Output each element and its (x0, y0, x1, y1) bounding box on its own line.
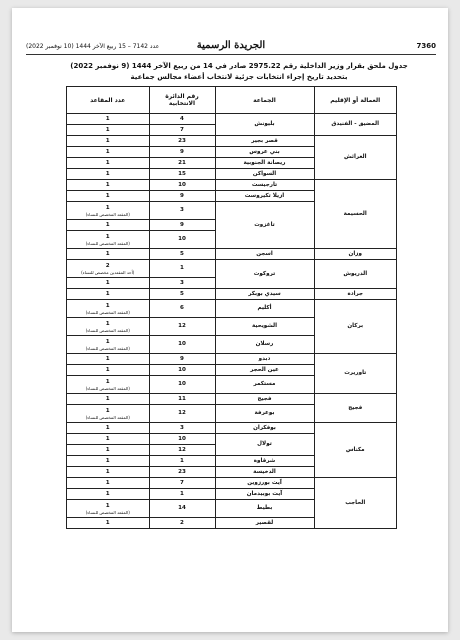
seats-value: 1 (105, 126, 110, 133)
commune-cell: سيدي بوبكر (215, 289, 314, 300)
prefecture-cell: العرائش (314, 136, 397, 180)
district-cell: 10 (149, 231, 215, 249)
caption-line-2: بتحديد تاريخ إجراء انتخابات جزئية لانتخاب أعضاء مجالس جماعية (130, 73, 348, 81)
seats-cell (67, 300, 150, 318)
table-row (67, 300, 397, 318)
seats-cell (67, 278, 150, 289)
seats-value: 1 (105, 457, 110, 464)
seats-value: 1 (105, 502, 110, 509)
commune-cell: تارجيست (215, 180, 314, 191)
commune-cell: لقصير (215, 518, 314, 529)
commune-cell: بوعرفة (215, 405, 314, 423)
commune-cell: ريصانة الجنوبية (215, 158, 314, 169)
seats-cell (67, 249, 150, 260)
seats-value: 1 (105, 302, 110, 309)
commune-cell: ازيلا تكيروست (215, 191, 314, 202)
commune-cell: دبدو (215, 354, 314, 365)
district-cell: 10 (149, 376, 215, 394)
district-cell: 5 (149, 249, 215, 260)
commune-cell: تاغزوت (215, 202, 314, 249)
seat-note: (المقعد المخصص للنساء) (85, 211, 130, 217)
table-row (67, 394, 397, 405)
seats-value: 1 (105, 192, 110, 199)
seats-cell (67, 467, 150, 478)
district-cell: 9 (149, 191, 215, 202)
seats-cell (67, 202, 150, 220)
seats-cell (67, 136, 150, 147)
seats-value: 1 (105, 290, 110, 297)
commune-cell: السواكن (215, 169, 314, 180)
seats-cell (67, 114, 150, 125)
district-cell: 12 (149, 445, 215, 456)
table-row (67, 114, 397, 125)
seats-cell (67, 478, 150, 489)
seat-note: (المقعد المخصص للنساء) (85, 309, 130, 315)
prefecture-cell: المضيق - الفنيدق (314, 114, 397, 136)
district-cell: 3 (149, 278, 215, 289)
district-cell: 10 (149, 365, 215, 376)
commune-cell: آيت بوبيدمان (215, 489, 314, 500)
district-cell: 15 (149, 169, 215, 180)
table-row (67, 289, 397, 300)
table-row (67, 136, 397, 147)
district-cell: 1 (149, 456, 215, 467)
seat-note: (المقعد المخصص للنساء) (85, 240, 130, 246)
district-cell: 1 (149, 489, 215, 500)
district-cell: 3 (149, 423, 215, 434)
district-cell: 9 (149, 147, 215, 158)
commune-cell: بوفكران (215, 423, 314, 434)
col-header-prefecture: العمالة أو الإقليم (314, 87, 397, 114)
seat-note: (المقعد المخصص للنساء) (85, 385, 130, 391)
prefecture-cell: الدريوش (314, 260, 397, 289)
seats-cell (67, 394, 150, 405)
district-cell: 9 (149, 354, 215, 365)
district-cell: 12 (149, 318, 215, 336)
district-cell: 21 (149, 158, 215, 169)
col-header-commune: الجماعة (215, 87, 314, 114)
prefecture-cell: فجيج (314, 394, 397, 423)
commune-cell: قصر بجير (215, 136, 314, 147)
seats-cell (67, 423, 150, 434)
prefecture-cell: الحسيمة (314, 180, 397, 249)
district-cell: 3 (149, 202, 215, 220)
commune-cell: بني عروس (215, 147, 314, 158)
seats-value: 1 (105, 378, 110, 385)
seats-value: 1 (105, 148, 110, 155)
district-cell: 7 (149, 478, 215, 489)
seats-cell (67, 354, 150, 365)
seats-cell (67, 336, 150, 354)
seats-cell (67, 518, 150, 529)
col-header-seats: عدد المقاعد (67, 87, 150, 114)
page-number: 7360 (416, 42, 436, 50)
seats-value: 1 (105, 279, 110, 286)
seats-cell (67, 500, 150, 518)
seats-cell (67, 318, 150, 336)
table-row (67, 354, 397, 365)
district-cell: 6 (149, 300, 215, 318)
table-row (67, 478, 397, 489)
district-cell: 10 (149, 180, 215, 191)
district-cell: 12 (149, 405, 215, 423)
issue-line: عدد 7142 – 15 ربيع الآخر 1444 (10 نوفمبر 2022) (26, 43, 160, 50)
seats-value: 1 (105, 137, 110, 144)
seats-cell (67, 125, 150, 136)
district-cell: 7 (149, 125, 215, 136)
district-cell: 10 (149, 336, 215, 354)
prefecture-cell: تاوريرت (314, 354, 397, 394)
col-header-district: رقم الدائرة الانتخابية (149, 87, 215, 114)
seats-cell (67, 405, 150, 423)
district-cell: 5 (149, 289, 215, 300)
seats-value: 1 (105, 221, 110, 228)
district-cell: 9 (149, 220, 215, 231)
seats-value: 1 (105, 233, 110, 240)
seats-value: 1 (105, 407, 110, 414)
seats-cell (67, 376, 150, 394)
seats-value: 1 (105, 115, 110, 122)
seat-note: (المقعد المخصص للنساء) (85, 345, 130, 351)
seats-value: 1 (105, 250, 110, 257)
seats-value: 1 (105, 519, 110, 526)
seats-cell (67, 434, 150, 445)
prefecture-cell: وزان (314, 249, 397, 260)
seats-cell (67, 445, 150, 456)
seats-value: 1 (105, 395, 110, 402)
prefecture-cell: جرادة (314, 289, 397, 300)
table-row (67, 423, 397, 434)
commune-cell: تروكوت (215, 260, 314, 289)
seats-cell (67, 456, 150, 467)
seats-value: 2 (105, 262, 110, 269)
seats-value: 1 (105, 170, 110, 177)
seat-note: (المقعد المخصص للنساء) (85, 414, 130, 420)
district-cell: 14 (149, 500, 215, 518)
commune-cell: بليونش (215, 114, 314, 136)
journal-title: الجريدة الرسمية (196, 40, 266, 51)
page-header (26, 40, 436, 55)
district-cell: 23 (149, 467, 215, 478)
district-cell: 1 (149, 260, 215, 278)
seats-value: 1 (105, 181, 110, 188)
seats-cell (67, 220, 150, 231)
commune-cell: آيت بورزوين (215, 478, 314, 489)
district-cell: 10 (149, 434, 215, 445)
table-row (67, 249, 397, 260)
commune-cell: بطيط (215, 500, 314, 518)
commune-cell: مستكمر (215, 376, 314, 394)
seats-cell (67, 365, 150, 376)
district-cell: 11 (149, 394, 215, 405)
seats-value: 1 (105, 446, 110, 453)
table-body (67, 114, 397, 529)
seats-value: 1 (105, 424, 110, 431)
seat-note: (أحد المقعدين مخصص للنساء) (81, 269, 135, 275)
commune-cell: اسجن (215, 249, 314, 260)
seats-value: 1 (105, 479, 110, 486)
seats-cell (67, 147, 150, 158)
seats-value: 1 (105, 320, 110, 327)
table-row (67, 260, 397, 278)
seats-value: 1 (105, 159, 110, 166)
district-cell: 2 (149, 518, 215, 529)
commune-cell: تولال (215, 434, 314, 456)
seats-value: 1 (105, 435, 110, 442)
elections-table (66, 86, 397, 529)
prefecture-cell: بركان (314, 300, 397, 354)
seats-value: 1 (105, 366, 110, 373)
seats-value: 1 (105, 490, 110, 497)
seats-value: 1 (105, 355, 110, 362)
commune-cell: الدخيسة (215, 467, 314, 478)
seats-cell (67, 231, 150, 249)
district-cell: 23 (149, 136, 215, 147)
seat-note: (المقعد المخصص للنساء) (85, 327, 130, 333)
table-header-row (67, 87, 397, 114)
commune-cell: عين الحجر (215, 365, 314, 376)
prefecture-cell: مكناس (314, 423, 397, 478)
seats-cell (67, 289, 150, 300)
seats-cell (67, 158, 150, 169)
commune-cell: الشويحية (215, 318, 314, 336)
seats-cell (67, 180, 150, 191)
commune-cell: شرقاوة (215, 456, 314, 467)
seats-cell (67, 260, 150, 278)
caption-line-1: جدول ملحق بقرار وزير الداخلية رقم 2975.22 صادر في 14 من ربيع الآخر 1444 (9 نوفمبر 2022) (70, 62, 408, 70)
table-row (67, 180, 397, 191)
seat-note: (المقعد المخصص للنساء) (85, 509, 130, 515)
seats-value: 1 (105, 338, 110, 345)
commune-cell: أكليم (215, 300, 314, 318)
commune-cell: رسلان (215, 336, 314, 354)
table-caption (52, 61, 426, 83)
district-cell: 4 (149, 114, 215, 125)
seats-value: 1 (105, 204, 110, 211)
seats-cell (67, 169, 150, 180)
commune-cell: فجيج (215, 394, 314, 405)
seats-value: 1 (105, 468, 110, 475)
seats-cell (67, 489, 150, 500)
prefecture-cell: الحاجب (314, 478, 397, 529)
seats-cell (67, 191, 150, 202)
